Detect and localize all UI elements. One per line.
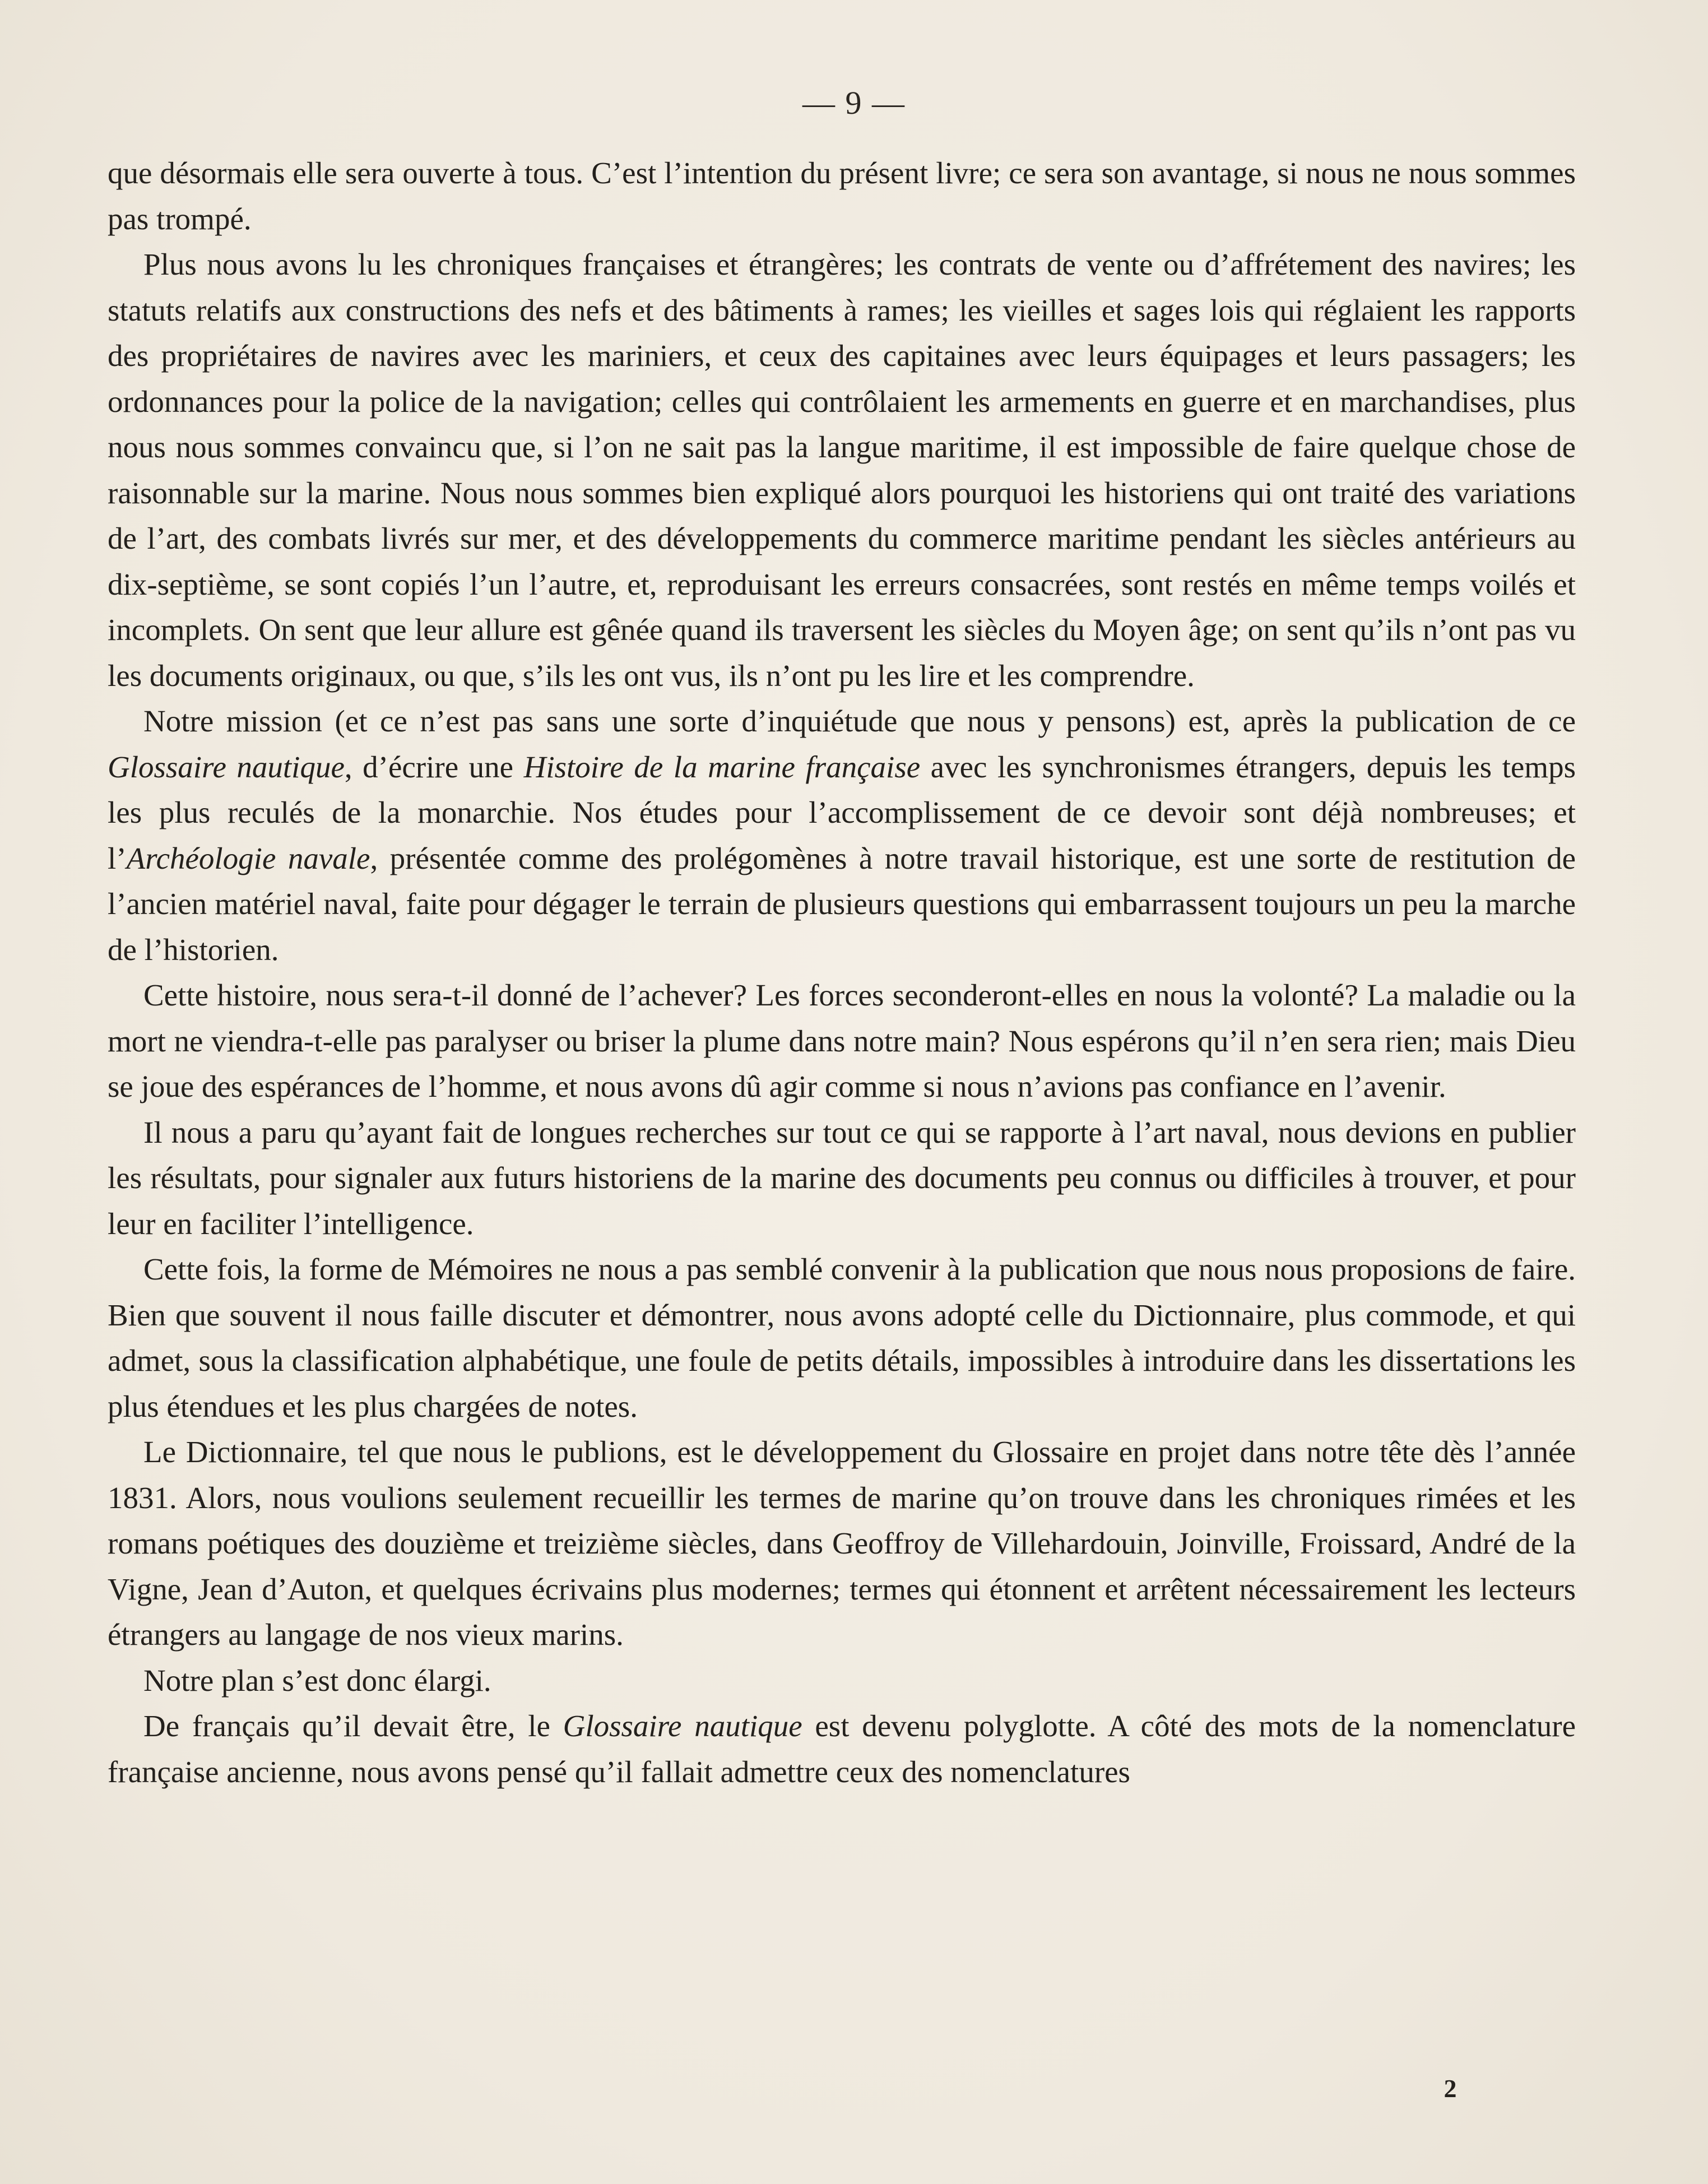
paragraph [108,150,1576,242]
text-run: Plus nous avons lu les chroniques françaises et étrangères; les contrats de vente ou d’affrétement des navires; les statuts relatifs aux constructions des nefs et des bâtiments à rames; les vieilles et sages lois qui réglaient les rapports des propriétaires de navires avec les mariniers, et ceux des capitaines avec leurs équipages et leurs passagers; les ordonnances pour la police de la navigation; celles qui contrôlaient les armements en guerre et en marchandises, plus nous nous sommes convaincu que, si l’on ne sait pas la langue maritime, il est impossible de faire quelque chose de raisonnable sur la marine. Nous nous sommes bien expliqué alors pourquoi les historiens qui ont traité des variations de l’art, des combats livrés sur mer, et des développements du commerce maritime pendant les siècles antérieurs au dix-septième, se sont copiés l’un l’autre, et, reproduisant les erreurs consacrées, sont restés en même temps voilés et incomplets. On sent que leur allure est gênée quand ils traversent les siècles du Moyen âge; on sent qu’ils n’ont pas vu les documents originaux, ou que, s’ils les ont vus, ils n’ont pu les lire et les comprendre. [108,247,1576,693]
italic-title: Glossaire nautique [108,749,345,784]
text-run: Notre mission (et ce n’est pas sans une sorte d’inquiétude que nous y pensons) est, après la publication de ce [143,704,1576,738]
text-run: Le Dictionnaire, tel que nous le publions, est le développement du Glossaire en projet dans notre tête dès l’année 1831. Alors, nous voulions seulement recueillir les termes de marine qu’on trouve dans les chroniques rimées et les romans poétiques des douzième et treizième siècles, dans Geoffroy de Villehardouin, Joinville, Froissard, André de la Vigne, Jean d’Auton, et quelques écrivains plus modernes; termes qui étonnent et arrêtent nécessairement les lecteurs étrangers au langage de nos vieux marins. [108,1435,1576,1652]
text-run: , présentée comme des prolégomènes à notre travail historique, est une sorte de restitution de l’ancien matériel naval, faite pour dégager le terrain de plusieurs questions qui embarrassent toujours un peu la marche de l’historien. [108,841,1576,967]
body-text [108,150,1576,1795]
italic-title: Glossaire nautique [563,1709,802,1743]
text-run: Cette fois, la forme de Mémoires ne nous a pas semblé convenir à la publication que nous nous proposions de faire. Bien que souvent il nous faille discuter et démontrer, nous avons adopté celle du Dictionnaire, plus commode, et qui admet, sous la classification alphabétique, une foule de petits détails, impossibles à introduire dans les dissertations les plus étendues et les plus chargées de notes. [108,1252,1576,1423]
paragraph [108,242,1576,698]
text-run: Notre plan s’est donc élargi. [143,1663,491,1698]
paragraph [108,1658,1576,1704]
text-run: Cette histoire, nous sera-t-il donné de l’achever? Les forces seconderont-elles en nous la volonté? La maladie ou la mort ne viendra-t-elle pas paralyser ou briser la plume dans notre main? Nous espérons qu’il n’en sera rien; mais Dieu se joue des espérances de l’homme, et nous avons dû agir comme si nous n’avions pas confiance en l’avenir. [108,978,1576,1103]
text-run: que désormais elle sera ouverte à tous. C’est l’intention du présent livre; ce sera son avantage, si nous ne nous sommes pas trompé. [108,156,1576,236]
italic-title: Histoire de la marine française [523,749,921,784]
paragraph [108,1429,1576,1658]
paragraph [108,698,1576,972]
paragraph [108,1703,1576,1795]
paragraph [108,1110,1576,1247]
text-run: avec les synchronismes étrangers, depuis les temps les plus reculés de la monarchie. Nos études pour l’accomplissement de ce devoir sont déjà nombreuses; et l’ [108,749,1576,875]
text-run: De français qu’il devait être, le [143,1709,563,1743]
page-number: — 9 — [802,85,906,121]
signature-mark: 2 [1444,2074,1457,2103]
text-run: , d’écrire une [344,749,524,784]
italic-title: Archéologie navale [126,841,370,875]
text-run: est devenu polyglotte. A côté des mots de la nomenclature française ancienne, nous avons pensé qu’il fallait admettre ceux des nomenclatures [108,1709,1576,1789]
paragraph [108,972,1576,1110]
text-run: Il nous a paru qu’ayant fait de longues recherches sur tout ce qui se rapporte à l’art naval, nous devions en publier les résultats, pour signaler aux futurs historiens de la marine des documents peu connus ou difficiles à trouver, et pour leur en faciliter l’intelligence. [108,1115,1576,1241]
paragraph [108,1246,1576,1429]
